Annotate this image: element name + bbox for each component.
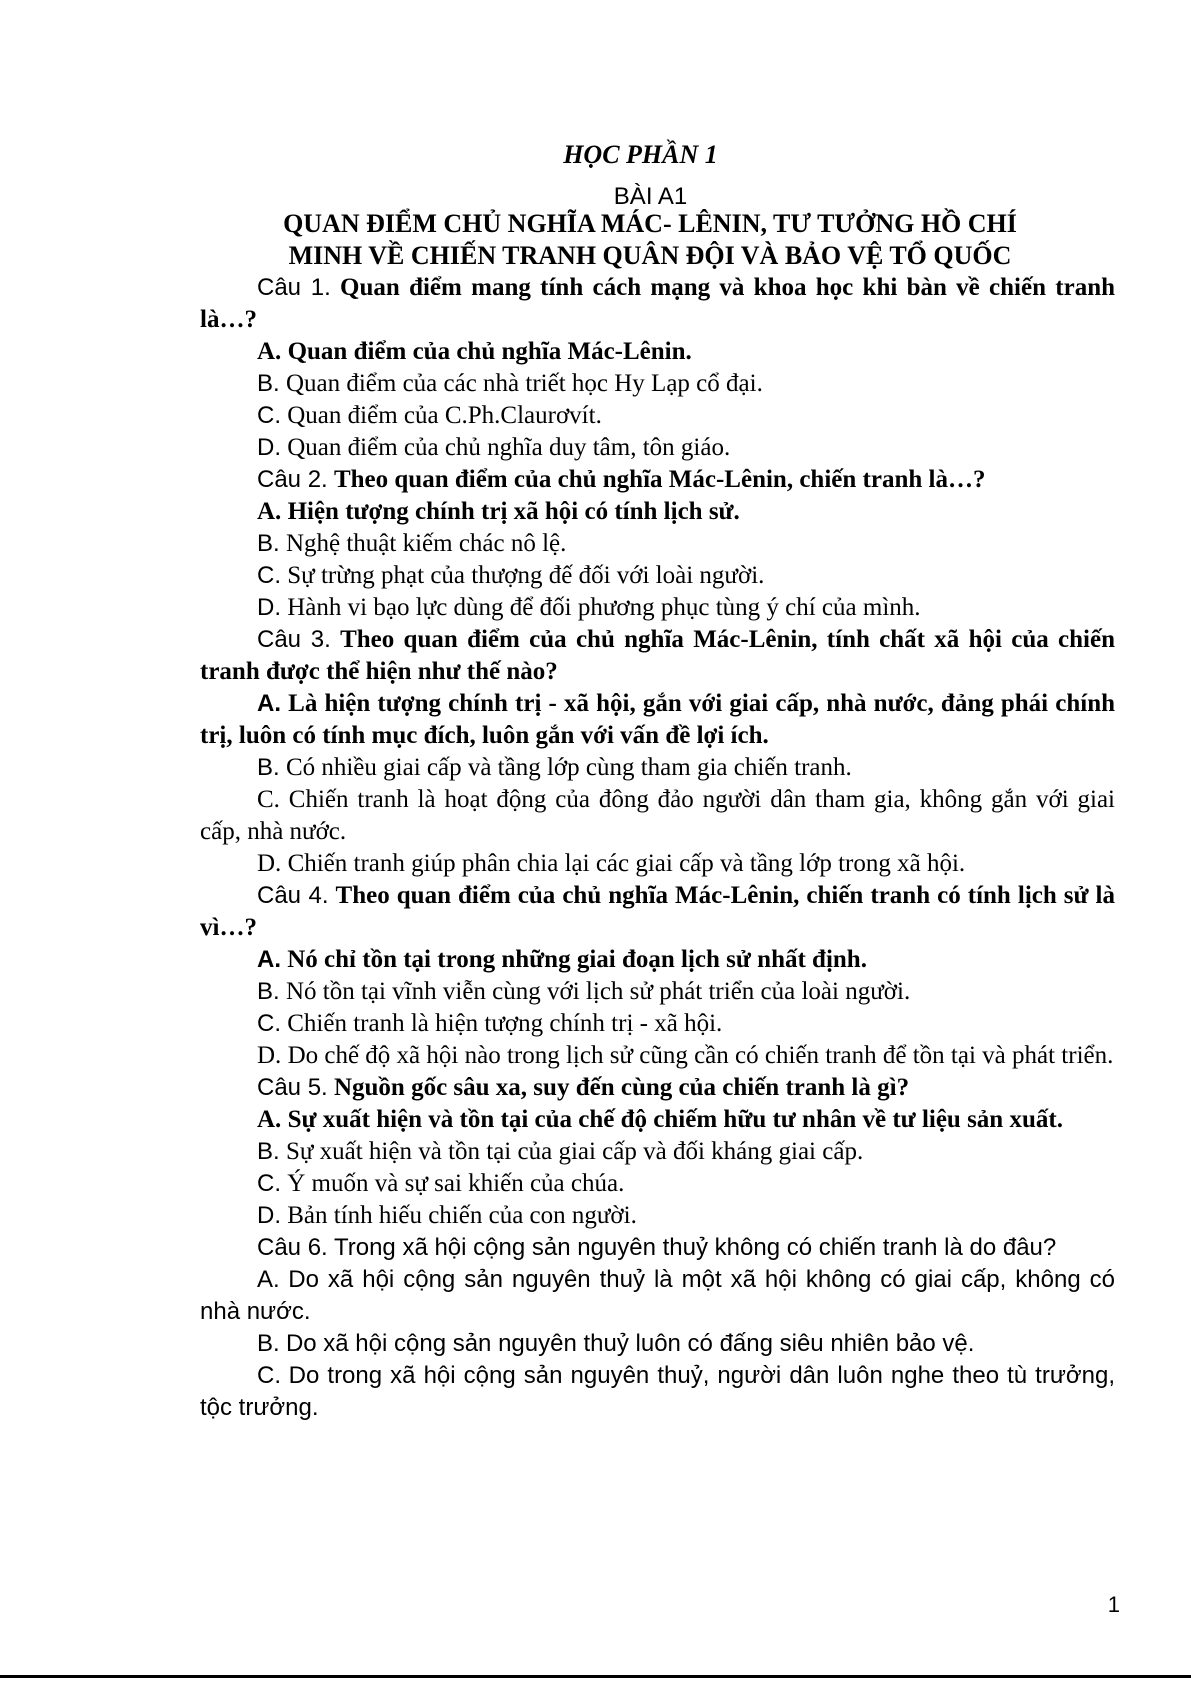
question-5 — [200, 1072, 1115, 1104]
question-label: Câu 1. — [257, 274, 331, 301]
option-c: C. Chiến tranh là hiện tượng chính trị - xã hội. — [257, 1010, 723, 1037]
question-list — [200, 272, 1115, 1424]
option-a: A. Nó chỉ tồn tại trong những giai đoạn lịch sử nhất định. — [257, 946, 867, 973]
lesson-heading: BÀI A1 — [613, 183, 688, 210]
question-label: Câu 2. — [257, 466, 328, 493]
option-a: A. Quan điểm của chủ nghĩa Mác-Lênin. — [257, 338, 692, 365]
option-d: D. Hành vi bạo lực dùng để đối phương phục tùng ý chí của mình. — [257, 594, 921, 621]
option-a: A. Sự xuất hiện và tồn tại của chế độ chiếm hữu tư nhân về tư liệu sản xuất. — [257, 1106, 1063, 1133]
option-b: B. Có nhiều giai cấp và tầng lớp cùng tham gia chiến tranh. — [257, 754, 852, 781]
page-bottom-rule — [0, 1675, 1191, 1678]
option-d: D. Quan điểm của chủ nghĩa duy tâm, tôn giáo. — [257, 434, 731, 461]
question-text: Theo quan điểm của chủ nghĩa Mác-Lênin, tính chất xã hội của chiến tranh được thể hiện như thế nào? — [200, 626, 1115, 685]
option-a: A. Là hiện tượng chính trị - xã hội, gắn với giai cấp, nhà nước, đảng phái chính trị, luôn có tính mục đích, luôn gắn với vấn đề lợi ích. — [200, 690, 1115, 749]
page-number: 1 — [1107, 1592, 1120, 1617]
question-6 — [200, 1232, 1115, 1264]
option-c: C. Quan điểm của C.Ph.Claurơvít. — [257, 402, 602, 429]
option-b: B. Quan điểm của các nhà triết học Hy Lạp cổ đại. — [257, 370, 763, 397]
option-c: C. Ý muốn và sự sai khiến của chúa. — [257, 1170, 625, 1197]
question-text: Trong xã hội cộng sản nguyên thuỷ không có chiến tranh là do đâu? — [333, 1234, 1057, 1261]
option-c: C. Chiến tranh là hoạt động của đông đảo người dân tham gia, không gắn với giai cấp, nhà nước. — [200, 786, 1115, 845]
option-d: D. Do chế độ xã hội nào trong lịch sử cũng cần có chiến tranh để tồn tại và phát triển. — [257, 1042, 1114, 1069]
question-1 — [200, 272, 1115, 336]
lesson-title-line-1: QUAN ĐIỂM CHỦ NGHĨA MÁC- LÊNIN, TƯ TƯỞNG HỒ CHÍ — [283, 209, 1017, 238]
question-label: Câu 6. — [257, 1234, 328, 1261]
question-2 — [200, 464, 1115, 496]
question-3 — [200, 624, 1115, 688]
question-text: Theo quan điểm của chủ nghĩa Mác-Lênin, chiến tranh có tính lịch sử là vì…? — [200, 882, 1116, 941]
option-a: A. Do xã hội cộng sản nguyên thuỷ là một xã hội không có giai cấp, không có nhà nước. — [200, 1266, 1116, 1325]
lesson-title-line-2: MINH VỀ CHIẾN TRANH QUÂN ĐỘI VÀ BẢO VỆ TỔ QUỐC — [288, 241, 1012, 270]
option-c: C. Do trong xã hội cộng sản nguyên thuỷ, người dân luôn nghe theo tù trưởng, tộc trưởng. — [200, 1362, 1116, 1421]
lesson-title — [200, 208, 1100, 272]
option-b: B. Do xã hội cộng sản nguyên thuỷ luôn có đấng siêu nhiên bảo vệ. — [257, 1330, 975, 1357]
question-label: Câu 3. — [257, 626, 331, 653]
question-text: Nguồn gốc sâu xa, suy đến cùng của chiến tranh là gì? — [333, 1074, 910, 1101]
option-b: B. Nghệ thuật kiếm chác nô lệ. — [257, 530, 567, 557]
option-b: B. Nó tồn tại vĩnh viễn cùng với lịch sử phát triển của loài người. — [257, 978, 911, 1005]
option-a: A. Hiện tượng chính trị xã hội có tính lịch sử. — [257, 498, 740, 525]
option-d: D. Bản tính hiếu chiến của con người. — [257, 1202, 637, 1229]
question-label: Câu 4. — [257, 882, 329, 909]
question-4 — [200, 880, 1115, 944]
question-text: Quan điểm mang tính cách mạng và khoa học khi bàn về chiến tranh là…? — [200, 274, 1116, 333]
option-d: D. Chiến tranh giúp phân chia lại các giai cấp và tầng lớp trong xã hội. — [257, 850, 966, 877]
question-label: Câu 5. — [257, 1074, 328, 1101]
course-heading: HỌC PHẦN 1 — [563, 140, 718, 169]
question-text: Theo quan điểm của chủ nghĩa Mác-Lênin, chiến tranh là…? — [333, 466, 986, 493]
option-c: C. Sự trừng phạt của thượng đế đối với loài người. — [257, 562, 765, 589]
option-b: B. Sự xuất hiện và tồn tại của giai cấp và đối kháng giai cấp. — [257, 1138, 864, 1165]
